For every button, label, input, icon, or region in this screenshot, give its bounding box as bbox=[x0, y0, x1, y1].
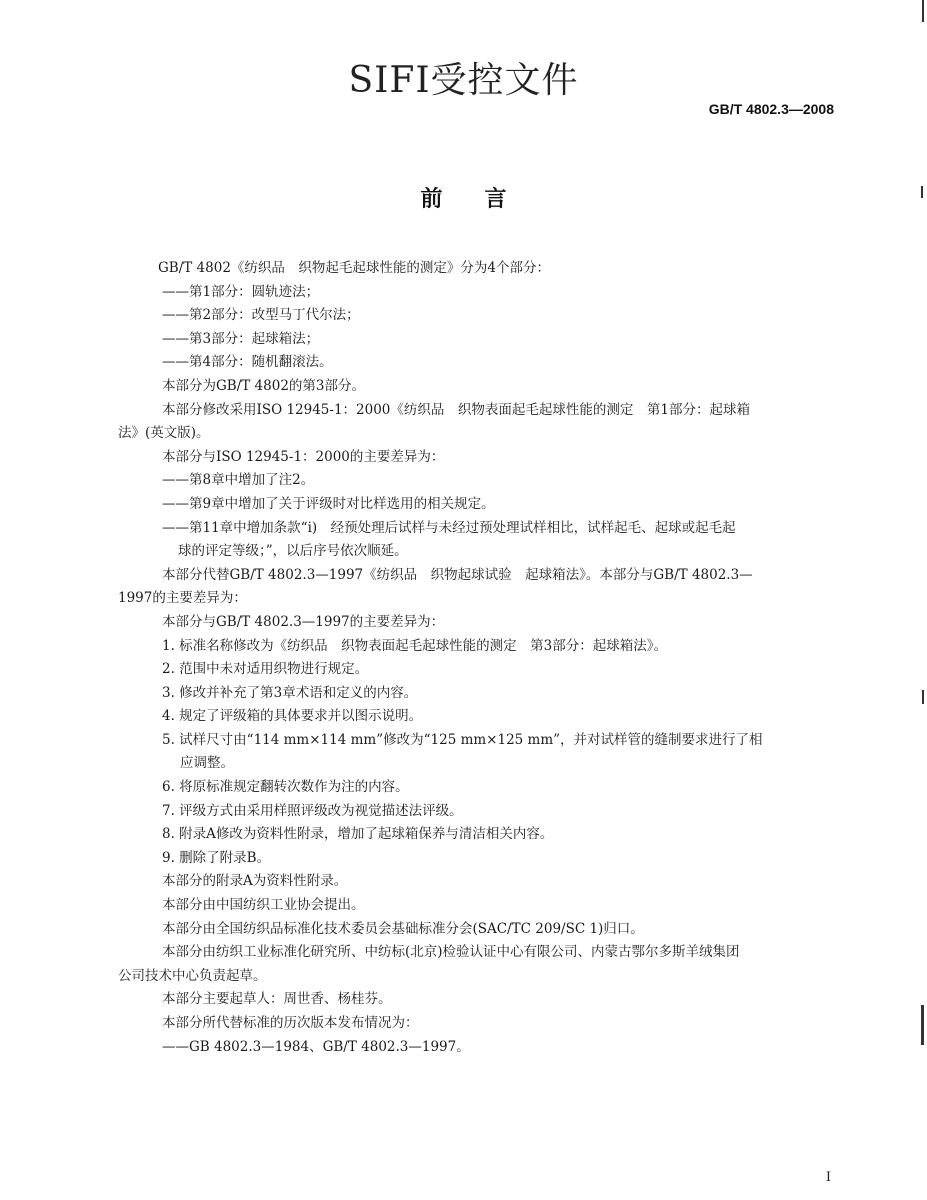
scan-artifact bbox=[921, 186, 923, 198]
standard-number: GB/T 4802.3—2008 bbox=[708, 101, 834, 117]
paragraph-line: ——第11章中增加条款“i) 经预处理后试样与未经过预处理试样相比，试样起毛、起球或起毛起 bbox=[162, 519, 736, 536]
paragraph-line: 本部分代替GB/T 4802.3—1997《纺织品 织物起球试验 起球箱法》。本部分与GB/T 4802.3— bbox=[162, 566, 753, 583]
paragraph-line: 6. 将原标准规定翻转次数作为注的内容。 bbox=[162, 779, 409, 796]
paragraph-line: 法》(英文版)。 bbox=[118, 425, 210, 442]
paragraph-line: ——第8章中增加了注2。 bbox=[162, 472, 315, 489]
paragraph-line: 4. 规定了评级箱的具体要求并以图示说明。 bbox=[162, 708, 423, 725]
scan-artifact bbox=[922, 0, 924, 22]
paragraph-line: 本部分所代替标准的历次版本发布情况为： bbox=[162, 1015, 419, 1031]
paragraph-line: 8. 附录A修改为资料性附录，增加了起球箱保养与清洁相关内容。 bbox=[162, 826, 554, 843]
paragraph-line: 应调整。 bbox=[180, 755, 234, 772]
paragraph-line: 7. 评级方式由采用样照评级改为视觉描述法评级。 bbox=[162, 802, 463, 819]
paragraph-line: ——第4部分：随机翻滚法。 bbox=[162, 354, 333, 371]
page-title: 前言 bbox=[420, 187, 549, 212]
paragraph-line: 本部分与ISO 12945-1：2000的主要差异为： bbox=[162, 448, 445, 465]
paragraph-line: 本部分由全国纺织品标准化技术委员会基础标准分会(SAC/TC 209/SC 1)归口。 bbox=[162, 920, 644, 937]
paragraph-line: 本部分由中国纺织工业协会提出。 bbox=[162, 897, 365, 914]
paragraph-line: 本部分的附录A为资料性附录。 bbox=[162, 873, 348, 890]
paragraph-line: ——第2部分：改型马丁代尔法； bbox=[162, 307, 360, 324]
paragraph-line: ——第9章中增加了关于评级时对比样选用的相关规定。 bbox=[162, 495, 495, 512]
paragraph-line: 2. 范围中未对适用织物进行规定。 bbox=[162, 661, 369, 678]
foreword-body bbox=[118, 257, 838, 1059]
scan-artifact bbox=[922, 690, 924, 704]
paragraph-line: GB/T 4802《纺织品 织物起毛起球性能的测定》分为4个部分： bbox=[158, 260, 550, 276]
paragraph-line: 5. 试样尺寸由“114 mm×114 mm”修改为“125 mm×125 mm”，并对试样管的缝制要求进行了相 bbox=[162, 731, 763, 748]
paragraph-line: 本部分主要起草人：周世香、杨桂芬。 bbox=[162, 991, 392, 1008]
paragraph-line: 9. 删除了附录B。 bbox=[162, 849, 271, 866]
paragraph-line: ——第1部分：圆轨迹法； bbox=[162, 283, 320, 300]
paragraph-line: 1997的主要差异为： bbox=[118, 590, 247, 607]
page-number: I bbox=[825, 1170, 831, 1185]
paragraph-line: 本部分修改采用ISO 12945-1：2000《纺织品 织物表面起毛起球性能的测定 第1部分：起球箱 bbox=[162, 401, 750, 418]
paragraph-line: 球的评定等级；”，以后序号依次顺延。 bbox=[178, 543, 408, 560]
paragraph-line: ——GB 4802.3—1984、GB/T 4802.3—1997。 bbox=[162, 1038, 470, 1055]
paragraph-line: 本部分为GB/T 4802的第3部分。 bbox=[162, 377, 365, 394]
paragraph-line: 1. 标准名称修改为《纺织品 织物表面起毛起球性能的测定 第3部分：起球箱法》。 bbox=[162, 637, 668, 654]
paragraph-line: 本部分由纺织工业标准化研究所、中纺标(北京)检验认证中心有限公司、内蒙古鄂尔多斯羊绒集团 bbox=[162, 944, 740, 961]
paragraph-line: 公司技术中心负责起草。 bbox=[118, 967, 267, 984]
controlled-document-stamp: SIFI受控文件 bbox=[348, 60, 579, 101]
paragraph-line: 3. 修改并补充了第3章术语和定义的内容。 bbox=[162, 684, 418, 701]
paragraph-line: 本部分与GB/T 4802.3—1997的主要差异为： bbox=[162, 613, 445, 630]
paragraph-line: ——第3部分：起球箱法； bbox=[162, 330, 320, 347]
scan-artifact bbox=[921, 1005, 924, 1045]
